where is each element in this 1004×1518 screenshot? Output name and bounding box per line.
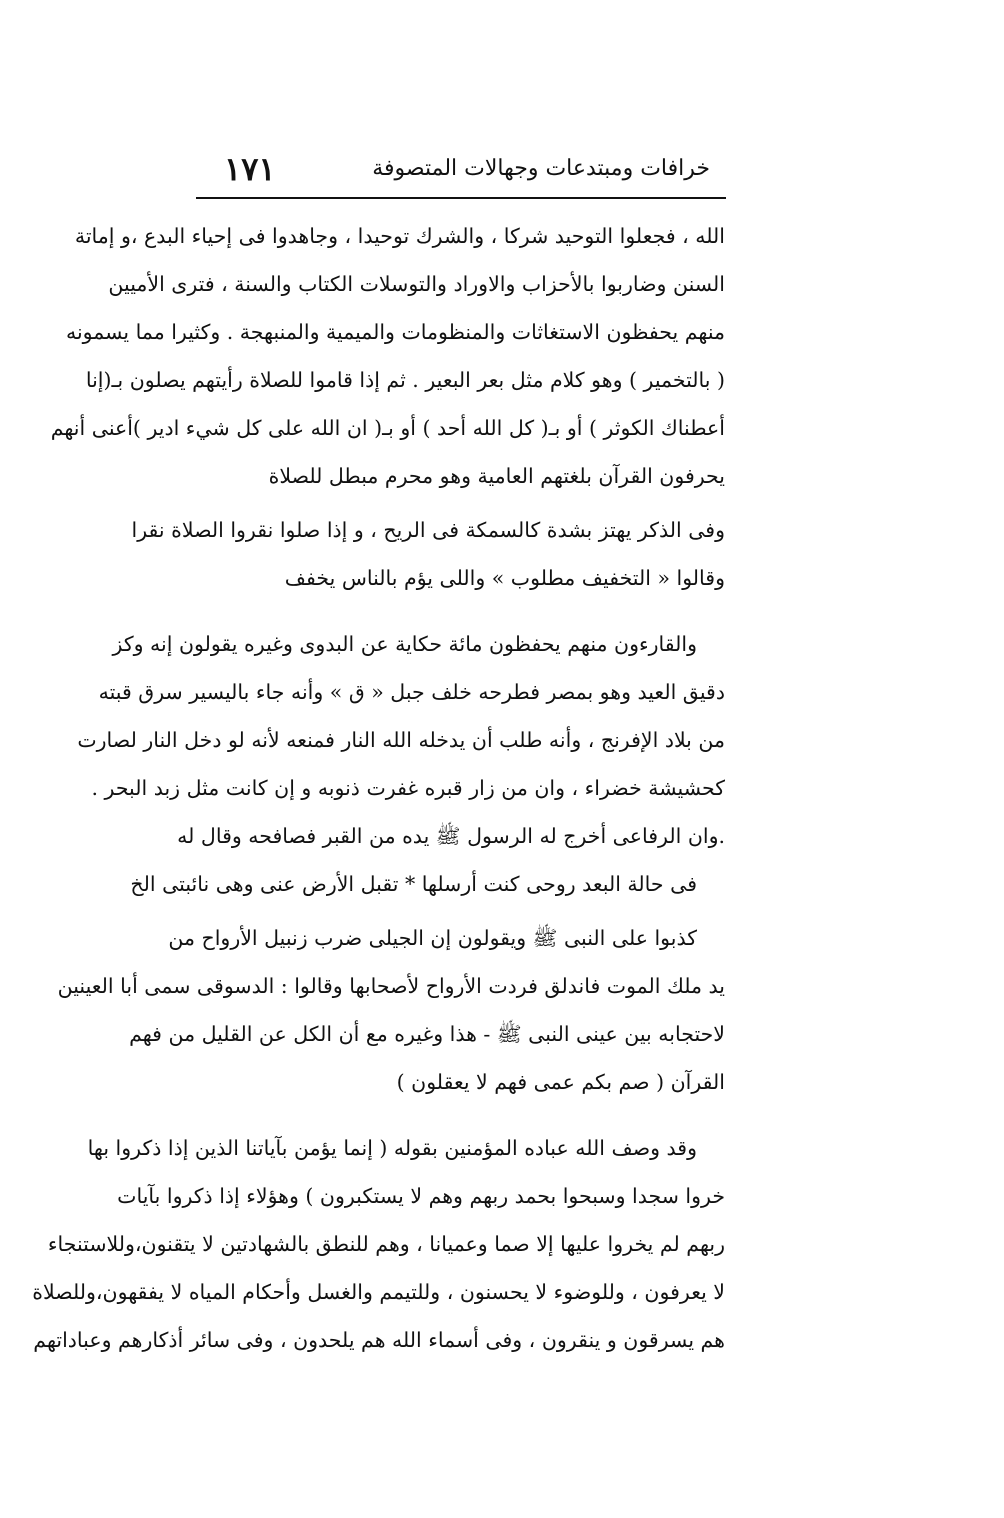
text-line: وقد وصف الله عباده المؤمنين بقوله ( إنما يؤمن بآياتنا الذين إذا ذكروا بها	[87, 1136, 697, 1160]
text-line: من بلاد الإفرنج ، وأنه طلب أن يدخله الله النار فمنعه لأنه لو دخل النار لصارت	[77, 728, 725, 752]
text-line: دقيق العيد وهو بمصر فطرحه خلف جبل « ق » وأنه جاء باليسير سرق قبته	[98, 680, 725, 704]
text-line: يحرفون القرآن بلغتهم العامية وهو محرم مبطل للصلاة	[268, 464, 725, 488]
text-line: كذبوا على النبى ﷺ ويقولون إن الجيلى ضرب زنبيل الأرواح من	[168, 926, 697, 950]
paragraph-5	[32, 1124, 725, 1364]
paragraph-1	[50, 212, 725, 500]
text-line: .وان الرفاعى أخرج له الرسول ﷺ يده من القبر فصافحه وقال له	[177, 824, 725, 848]
text-line: كحشيشة خضراء ، وان من زار قبره غفرت ذنوبه و إن كانت مثل زبد البحر .	[91, 776, 725, 800]
body-text	[32, 212, 725, 1364]
text-line: والقارءون منهم يحفظون مائة حكاية عن البدوى وغيره يقولون إنه وكز	[112, 632, 697, 656]
verse-line: فى حالة البعد روحى كنت أرسلها * تقبل الأرض عنى وهى نائبتى الخ	[130, 872, 697, 896]
text-line: يد ملك الموت فاندلق فردت الأرواح لأصحابها وقالوا : الدسوقى سمى أبا العينين	[57, 974, 725, 998]
paragraph-gap	[200, 602, 725, 620]
text-line: ( بالتخمير ) وهو كلام مثل بعر البعير . ثم إذا قاموا للصلاة رأيتهم يصلون بـ(إنا	[85, 368, 725, 392]
text-line: خروا سجدا وسبحوا بحمد ربهم وهم لا يستكبرون ) وهؤلاء إذا ذكروا بآيات	[117, 1184, 725, 1208]
text-line: الله ، فجعلوا التوحيد شركا ، والشرك توحيدا ، وجاهدوا فى إحياء البدع ،و إماتة	[74, 224, 725, 248]
page-number: ١٧١	[224, 150, 276, 188]
text-line: لا يعرفون ، وللوضوء لا يحسنون ، وللتيمم والغسل وأحكام المياه لا يفقهون،وللصلاة	[32, 1280, 725, 1304]
running-title: خرافات ومبتدعات وجهالات المتصوفة	[372, 156, 710, 181]
page-header	[210, 150, 710, 198]
text-line: هم يسرقون و ينقرون ، وفى أسماء الله هم يلحدون ، وفى سائر أذكارهم وعباداتهم	[33, 1328, 725, 1352]
paragraph-2	[131, 506, 725, 602]
text-line: وفى الذكر يهتز بشدة كالسمكة فى الريح ، و إذا صلوا نقروا الصلاة نقرا	[131, 518, 725, 542]
paragraph-4	[57, 914, 725, 1106]
text-line: القرآن ( صم بكم عمى فهم لا يعقلون )	[396, 1070, 725, 1094]
paragraph-gap	[200, 1106, 725, 1124]
text-line: ربهم لم يخروا عليها إلا صما وعميانا ، وهم للنطق بالشهادتين لا يتقنون،وللاستنجاء	[47, 1232, 725, 1256]
text-line: السنن وضاربوا بالأحزاب والاوراد والتوسلات الكتاب والسنة ، فترى الأميين	[108, 272, 725, 296]
text-line: منهم يحفظون الاستغاثات والمنظومات والميمية والمنبهجة . وكثيرا مما يسمونه	[65, 320, 725, 344]
text-line: لاحتجابه بين عينى النبى ﷺ - هذا وغيره مع أن الكل عن القليل من فهم	[129, 1022, 725, 1046]
text-line: وقالوا « التخفيف مطلوب » واللى يؤم بالناس يخفف	[284, 566, 725, 590]
paragraph-3	[77, 620, 725, 908]
text-line: أعطناك الكوثر ) أو بـ( كل الله أحد ) أو بـ( ان الله على كل شيء ادير )أعنى أنهم	[50, 416, 725, 440]
header-rule	[196, 197, 726, 199]
